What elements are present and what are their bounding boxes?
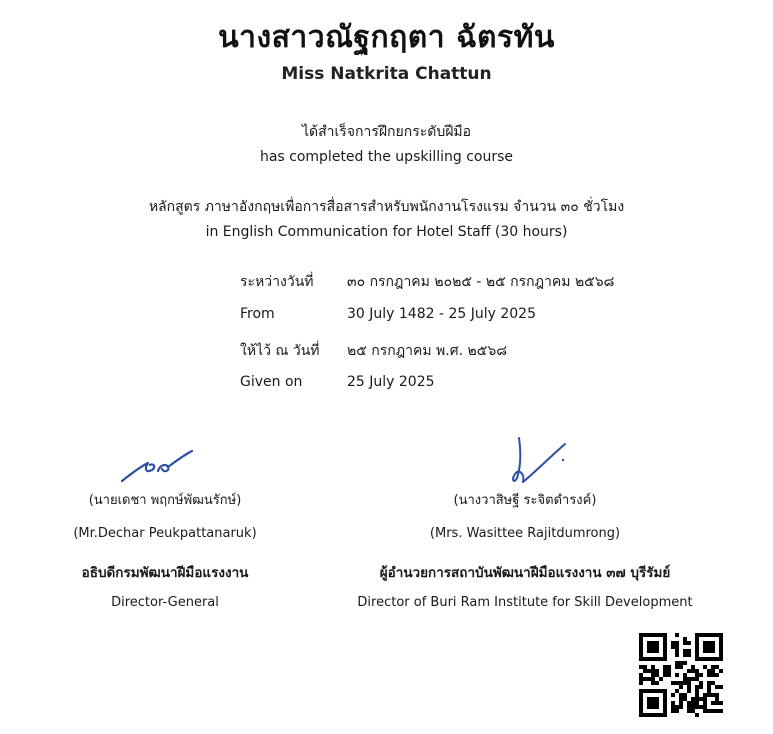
given-date-thai-value: ๒๕ กรกฎาคม พ.ศ. ๒๕๖๘	[347, 343, 508, 359]
period-english-value: 30 July 1482 - 25 July 2025	[347, 306, 536, 322]
completion-text-english: has completed the upskilling course	[259, 149, 514, 165]
period-english-label: From	[240, 306, 275, 322]
period-thai-label: ระหว่างวันที่	[240, 274, 314, 290]
signatory-right-name-thai: (นางวาสิษฐี ระจิตดำรงค์)	[453, 493, 597, 508]
signature-right-image	[505, 432, 575, 490]
signatory-left-name-thai: (นายเดชา พฤกษ์พัฒนรักษ์)	[88, 493, 242, 508]
signatory-left	[20, 489, 310, 619]
given-date-thai-label: ให้ไว้ ณ วันที่	[240, 343, 320, 359]
completion-text-thai: ได้สำเร็จการฝึกยกระดับฝีมือ	[301, 124, 472, 140]
signatory-right-title-english: Director of Buri Ram Institute for Skill Development	[357, 595, 693, 610]
signatory-left-title-english: Director-General	[111, 595, 219, 610]
signatory-left-title-thai: อธิบดีกรมพัฒนาฝีมือแรงงาน	[81, 565, 249, 581]
course-title-thai: หลักสูตร ภาษาอังกฤษเพื่อการสื่อสารสำหรับพนักงานโรงแรม จำนวน ๓๐ ชั่วโมง	[148, 199, 625, 215]
given-date-english-label: Given on	[240, 374, 303, 390]
recipient-name-english: Miss Natkrita Chattun	[281, 64, 492, 84]
signatory-right	[330, 489, 720, 619]
given-date-english-value: 25 July 2025	[347, 374, 435, 390]
signatory-right-name-english: (Mrs. Wasittee Rajitdumrong)	[429, 526, 621, 541]
course-title-english: in English Communication for Hotel Staff (30 hours)	[205, 224, 568, 240]
period-thai-value: ๓๐ กรกฎาคม ๒๐๒๕ - ๒๕ กรกฎาคม ๒๕๖๘	[347, 274, 615, 290]
recipient-name-thai: นางสาวณัฐกฤตา ฉัตรทัน	[218, 20, 555, 55]
signature-left-image	[118, 443, 198, 485]
signatory-right-title-thai: ผู้อำนวยการสถาบันพัฒนาฝีมือแรงงาน ๓๗ บุรีรัมย์	[379, 565, 671, 581]
signatory-left-name-english: (Mr.Dechar Peukpattanaruk)	[73, 526, 257, 541]
qr-code-image	[639, 633, 723, 717]
